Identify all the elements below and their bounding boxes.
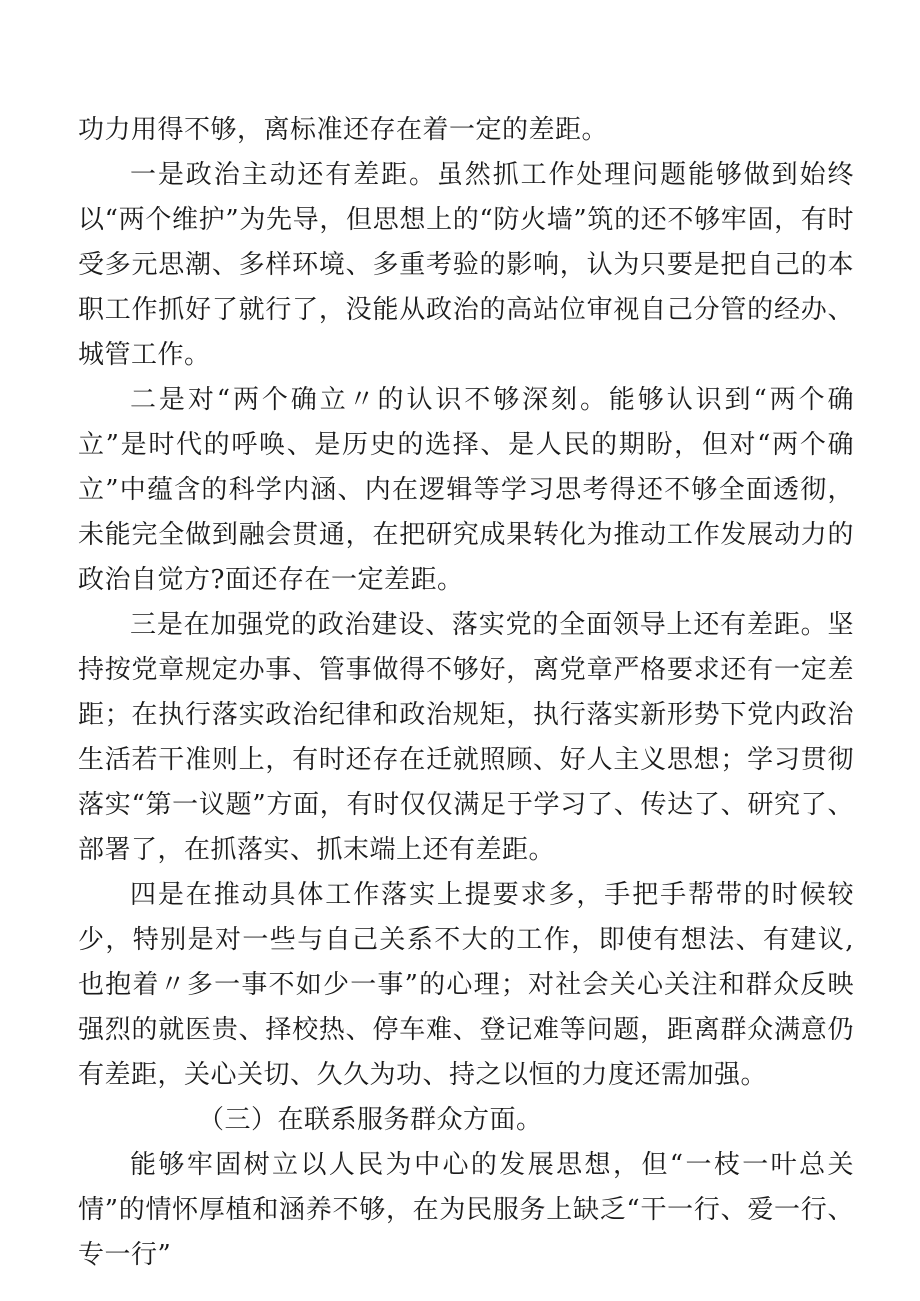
document-page	[78, 108, 854, 1278]
paragraph-continuation: 功力用得不够，离标准还存在着一定的差距。	[78, 115, 609, 145]
section-heading	[78, 1098, 854, 1143]
paragraph-point-four: 四是在推动具体工作落实上提要求多，手把手帮带的时候较少，特别是对一些与自己关系不大的工作，即使有想法、有建议,也抱着〃多一事不如少一事”的心理；对社会关心关注和群众反映强烈的就医贵、择校热、停车难、登记难等问题，距离群众满意仍有差距，关心关切、久久为功、持之以恒的力度还需加强。	[78, 880, 854, 1090]
paragraph-point-three: 三是在加强党的政治建设、落实党的全面领导上还有差距。坚持按党章规定办事、管事做得不够好，离党章严格要求还有一定差距；在执行落实政治纪律和政治规矩，执行落实新形势下党内政治生活若干准则上，有时还存在迁就照顾、好人主义思想；学习贯彻落实“第一议题”方面，有时仅仅满足于学习了、传达了、研究了、部署了，在抓落实、抓末端上还有差距。	[78, 610, 854, 865]
section-heading-text: （三）在联系服务群众方面。	[198, 1105, 543, 1135]
paragraph-service-masses: 能够牢固树立以人民为中心的发展思想，但“一枝一叶总关情”的情怀厚植和涵养不够，在为民服务上缺乏“干一行、爱一行、专一行”	[78, 1150, 854, 1270]
paragraph-point-two: 二是对“两个确立〃的认识不够深刻。能够认识到“两个确立”是时代的呼唤、是历史的选择、是人民的期盼，但对“两个确立”中蕴含的科学内涵、内在逻辑等学习思考得还不够全面透彻，未能完全做到融会贯通，在把研究成果转化为推动工作发展动力的政治自觉方?面还存在一定差距。	[78, 385, 854, 595]
paragraph-point-one: 一是政治主动还有差距。虽然抓工作处理问题能够做到始终以“两个维护”为先导，但思想上的“防火墙”筑的还不够牢固，有时受多元思潮、多样环境、多重考验的影响，认为只要是把自己的本职工作抓好了就行了，没能从政治的高站位审视自己分管的经办、城管工作。	[78, 160, 854, 370]
